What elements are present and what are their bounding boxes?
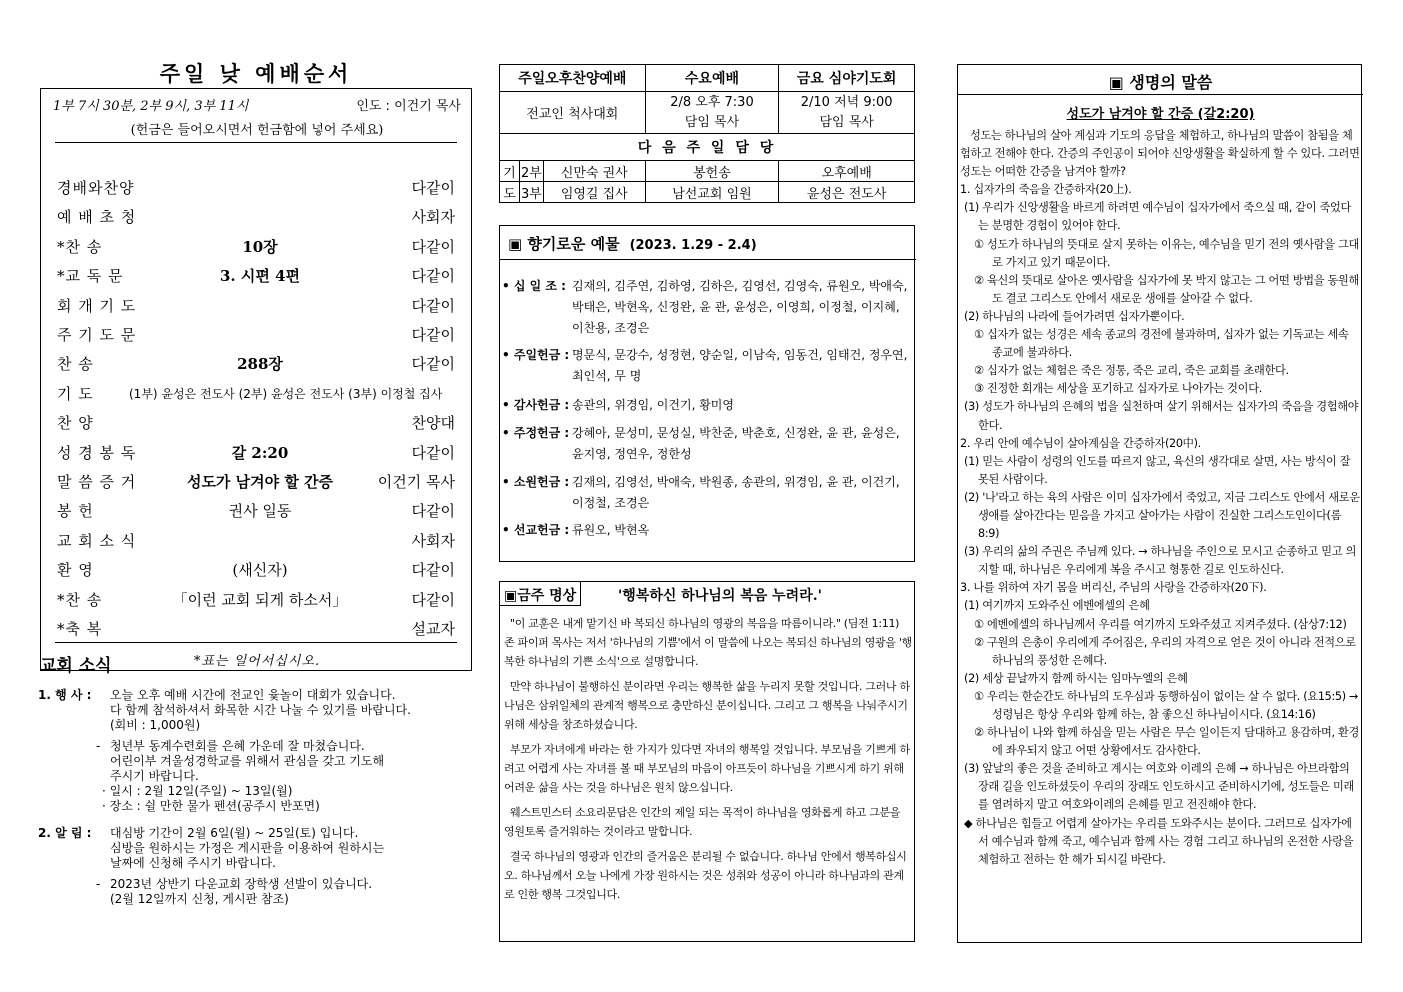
service-leader: 인도 : 이건기 목사 — [356, 99, 461, 114]
schedule-friday-value: 2/10 저녁 9:00 담임 목사 — [779, 92, 915, 134]
order-row — [55, 555, 457, 583]
news-line: 날짜에 신청해 주시기 바랍니다. — [110, 856, 276, 870]
schedule-header-wednesday: 수요예배 — [645, 65, 779, 92]
sermon-line: (3) 앞날의 좋은 것을 준비하고 계시는 여호와 이레의 은혜 → 하나님은 아브라함의 장래 길을 인도하셨듯이 우리의 장래도 인도하시고 준비하시기에, 성도들은 미래를 염려하지 말고 여호와이레의 은혜를 믿고 전진해야 한다. — [964, 762, 1355, 812]
sermon-line: ① 우리는 한순간도 하나님의 도우심과 동행하심이 없이는 살 수 없다. (요15:5) → 성령님은 항상 우리와 함께 하는, 참 좋으신 하나님이시다. (요14:16) — [974, 689, 1359, 721]
sermon-line: ① 십자가 없는 성경은 세속 종교의 경전에 불과하며, 십자가 없는 기독교는 세속 종교에 불과하다. — [974, 328, 1349, 360]
order-responsible: 다같이 — [411, 355, 455, 374]
news-sub-item: - 2023년 상반기 다운교회 장학생 선발이 있습니다. (2월 12일까지 신청, 게시판 참조) — [96, 877, 478, 907]
news-bullet: · 장소 : 쉴 만한 물가 펜션(공주시 반포면) — [102, 799, 320, 813]
offering-note: (헌금은 들어오시면서 헌금함에 넣어 주세요) — [130, 123, 384, 138]
schedule-wednesday-value: 2/8 오후 7:30 담임 목사 — [645, 92, 779, 134]
offering-thanks: • 감사헌금 : 송관의, 위경임, 이건기, 황미영 — [502, 398, 734, 412]
sermon-line: (3) 성도가 하나님의 은혜의 법을 실천하며 살기 위해서는 십자가의 죽음을 경험해야 한다. — [964, 400, 1359, 432]
order-row — [55, 467, 457, 495]
order-responsible: 다같이 — [411, 326, 455, 344]
meditation-header — [500, 582, 916, 606]
offering-wish: • 소원헌금 : 김재의, 김영선, 박애숙, 박원종, 송관의, 위경임, 윤 관, 이건기, 이정철, 조경은 — [502, 475, 900, 510]
sermon-line: 3. 나를 위하여 자기 몸을 버리신, 주님의 사랑을 간증하자(20下). — [960, 581, 1267, 595]
sermon-line: (1) 여기까지 도와주신 에벤에셀의 은혜 — [964, 599, 1150, 613]
sermon-line: ① 성도가 하나님의 뜻대로 살지 못하는 이유는, 예수님을 믿기 전의 옛사람을 그대로 가지고 있기 때문이다. — [974, 237, 1360, 269]
order-label: *찬 송 — [57, 237, 103, 256]
sermon-title: 성도가 남겨야 할 간증 (갈2:20) — [1066, 107, 1255, 122]
sermon-line: ② 구원의 은총이 우리에게 주어짐은, 우리의 자격으로 얻은 것이 아니라 전적으로 하나님의 풍성한 은혜다. — [974, 635, 1356, 667]
order-responsible: 다같이 — [411, 502, 455, 521]
meditation-paragraph: 만약 하나님이 불행하신 분이라면 우리는 행복한 삶을 누리지 못할 것입니다. 그러나 하나님은 삼위일체의 관계적 행복으로 충만하신 분이십니다. 그리고 그 행복을 나눠주시기 위해 세상을 창조하셨습니다. — [504, 680, 910, 731]
order-row — [55, 173, 457, 201]
sermon-line: (1) 믿는 사람이 성령의 인도를 따르지 않고, 육신의 생각대로 살면, 사는 방식이 잘못된 사람이다. — [964, 454, 1351, 486]
order-row — [55, 291, 457, 319]
order-row — [55, 261, 457, 289]
sermon-body — [960, 127, 1360, 869]
meditation-paragraph: 웨스트민스터 소요리문답은 인간의 제일 되는 목적이 하나님을 영화롭게 하고 그분을 영원토록 즐거워하는 것이라고 말합니다. — [504, 806, 901, 838]
order-label: *교 독 문 — [57, 267, 124, 286]
order-responsible: 다같이 — [411, 296, 455, 315]
order-row — [55, 438, 457, 466]
sermon-box — [957, 64, 1362, 943]
church-news-title: 교회 소식 — [40, 656, 112, 676]
prayer-label: 기 — [500, 161, 520, 182]
order-label: 성 경 봉 독 — [57, 443, 137, 462]
order-responsible: 찬양대 — [411, 414, 455, 433]
church-news — [38, 688, 478, 907]
sermon-line: (3) 우리의 삶의 주권은 주님께 있다. → 하나님을 주인으로 모시고 순종하고 믿고 의지할 때, 하나님은 우리에게 복을 주시고 형통한 길로 인도하신다. — [964, 545, 1357, 577]
order-label: 회 개 기 도 — [57, 296, 137, 315]
order-row — [55, 320, 457, 348]
order-label: *찬 송 — [57, 590, 103, 609]
order-detail: (1부) 윤성은 전도사 (2부) 윤성은 전도사 (3부) 이정철 집사 — [129, 386, 443, 401]
meditation-label: ▣금주 명상 — [500, 582, 581, 606]
sermon-line: (2) 하나님의 나라에 들어가려면 십자가뿐이다. — [964, 309, 1185, 323]
order-detail: (새신자) — [232, 561, 288, 580]
sermon-line: 1. 십자가의 죽음을 간증하자(20上). — [960, 183, 1132, 197]
news-line: 2023년 상반기 다운교회 장학생 선발이 있습니다. — [110, 877, 373, 891]
news-bullet: · 일시 : 2월 12일(주일) ~ 13일(월) — [102, 784, 293, 798]
news-line: 심방을 원하시는 가정은 게시판을 이용하여 원하시는 — [110, 841, 385, 855]
schedule-header-sunday: 주일오후찬양예배 — [500, 65, 646, 92]
order-responsible: 설교자 — [411, 620, 455, 638]
service-times-row — [53, 95, 461, 114]
sermon-line: ② 육신의 뜻대로 살아온 옛사람을 십자가에 못 박지 않고는 그 어떤 방법을 동원해도 결코 그리스도 안에서 새로운 생애를 살아갈 수 없다. — [974, 273, 1360, 305]
order-row — [55, 585, 457, 613]
order-responsible: 이건기 목사 — [377, 473, 455, 491]
order-responsible: 다같이 — [411, 443, 455, 462]
order-row — [55, 614, 457, 642]
order-responsible: 사회자 — [411, 208, 455, 227]
news-item-events — [38, 688, 478, 733]
order-label: 주 기 도 문 — [57, 326, 137, 344]
news-line: 어린이부 겨울성경학교를 위해서 관심을 갖고 기도해 — [110, 754, 385, 768]
news-line: 대심방 기간이 2월 6일(월) ~ 25일(토) 입니다. — [110, 826, 359, 840]
order-detail: 「이런 교회 되게 하소서」 — [172, 590, 348, 609]
offering-song-value: 남선교회 임원 — [645, 182, 779, 203]
news-line: 주시기 바랍니다. — [110, 769, 199, 783]
prayer-part: 2부 — [519, 161, 543, 182]
news-line: 다 함께 참석하셔서 화목한 시간 나눌 수 있기를 바랍니다. — [110, 703, 411, 717]
sermon-line: ② 십자가 없는 체험은 죽은 정통, 죽은 교리, 죽은 교회를 초래한다. — [974, 364, 1289, 378]
news-line: (회비 : 1,000원) — [110, 718, 201, 732]
order-detail: 3. 시편 4편 — [219, 267, 300, 286]
schedule-table — [499, 64, 915, 203]
meditation-paragraph: 결국 하나님의 영광과 인간의 즐거움은 분리될 수 없습니다. 하나님 안에서 행복하십시오. 하나님께서 오늘 나에게 가장 원하시는 것은 성취와 성공이 아니라 하나님과의 관계로 인한 행복 그것입니다. — [504, 850, 907, 901]
order-responsible: 다같이 — [411, 179, 455, 197]
order-detail: 갈 2:20 — [231, 443, 289, 462]
sermon-line: ② 하나님이 나와 함께 하심을 믿는 사람은 무슨 일이든지 담대하고 용감하며, 환경에 좌우되지 않고 어떤 상황에서도 감사한다. — [974, 726, 1360, 758]
standing-note: *표는 일어서십시오. — [193, 654, 321, 669]
offering-tithe: • 십 일 조 : 김재의, 김주연, 김하영, 김하은, 김영선, 김영숙, 류원오, 박애숙, 박태은, 박현옥, 신정완, 윤 관, 윤성은, 이영희, 이정철, 이지혜, 이찬용, 조경은 — [502, 279, 908, 335]
news-item-label: 1. 행 사 : — [38, 688, 92, 702]
schedule-header-friday: 금요 심야기도회 — [779, 65, 915, 92]
service-times: 1부 7시 30분, 2부 9시, 3부 11시 — [53, 99, 249, 114]
sermon-line: ③ 진정한 회개는 세상을 포기하고 십자가로 나아가는 것이다. — [974, 382, 1262, 396]
schedule-sunday-value: 전교인 척사대회 — [500, 92, 646, 134]
order-label: 말 씀 증 거 — [57, 473, 137, 491]
prayer-name: 신만숙 권사 — [543, 161, 645, 182]
order-label: 경배와찬양 — [57, 179, 135, 197]
order-detail: 288장 — [237, 355, 283, 374]
evening-service-label: 오후예배 — [779, 161, 915, 182]
order-row — [55, 232, 457, 260]
offerings-box — [499, 225, 915, 562]
offering-mission: • 선교헌금 : 류원오, 박현옥 — [502, 523, 650, 537]
news-line: (2월 12일까지 신청, 게시판 참조) — [110, 892, 289, 906]
order-label: *축 복 — [57, 620, 103, 638]
order-row — [55, 349, 457, 377]
order-row — [55, 202, 457, 230]
order-detail: 권사 일동 — [228, 502, 292, 521]
divider — [55, 642, 457, 643]
order-detail: 10장 — [242, 237, 278, 256]
offerings-title: ▣ 향기로운 예물 (2023. 1.29 - 2.4) — [500, 226, 916, 260]
news-item-notice — [38, 826, 478, 871]
order-label: 환 영 — [57, 561, 94, 580]
news-sub-item: - 청년부 동계수련회를 은혜 가운데 잘 마쳤습니다. 어린이부 겨울성경학교를 위해서 관심을 갖고 기도해 주시기 바랍니다. — [96, 739, 478, 784]
meditation-title: '행복하신 하나님의 복음 누려라.' — [618, 588, 822, 604]
order-label: 찬 송 — [57, 355, 94, 374]
sermon-line: (1) 우리가 신앙생활을 바르게 하려면 예수님이 십자가에서 죽으실 때, 같이 죽었다는 분명한 경험이 있어야 한다. — [964, 201, 1351, 233]
order-label: 예 배 초 청 — [57, 208, 137, 227]
sermon-line: 2. 우리 안에 예수님이 살아계심을 간증하자(20中). — [960, 436, 1201, 450]
offering-sunday: • 주일헌금 : 명문식, 문강수, 성정현, 양순일, 이남숙, 임동건, 임태건, 정우연, 최인석, 무 명 — [502, 348, 908, 383]
offerings-date: (2023. 1.29 - 2.4) — [629, 238, 757, 253]
news-line: 청년부 동계수련회를 은혜 가운데 잘 마쳤습니다. — [110, 739, 365, 753]
next-week-title: 다 음 주 일 담 당 — [500, 134, 915, 161]
order-responsible: 다같이 — [411, 267, 455, 286]
order-label: 봉 헌 — [57, 502, 94, 521]
order-row — [55, 526, 457, 554]
order-detail: 성도가 남겨야 할 간증 — [186, 473, 334, 491]
divider — [55, 142, 457, 143]
worship-order-box — [40, 88, 472, 671]
evening-service-value: 윤성은 전도사 — [779, 182, 915, 203]
order-responsible: 다같이 — [411, 590, 455, 609]
meditation-box — [499, 581, 915, 942]
news-line: 오늘 오후 예배 시간에 전교인 윷놀이 대회가 있습니다. — [110, 688, 396, 702]
sermon-line: (2) 세상 끝날까지 함께 하시는 임마누엘의 은혜 — [964, 671, 1188, 685]
sermon-line: 성도는 하나님의 살아 계심과 기도의 응답을 체험하고, 하나님의 말씀이 참됨을 체험하고 전해야 한다. 간증의 주인공이 되어야 신앙생활을 확실하게 할 수 있다. 그러면 성도는 어떠한 간증을 남겨야 할까? — [960, 129, 1360, 179]
meditation-paragraph: 부모가 자녀에게 바라는 한 가지가 있다면 자녀의 행복일 것입니다. 부모님을 기쁘게 하려고 어렵게 사는 자녀를 볼 때 부모님의 마음이 아프듯이 하나님을 기쁘시게 하기 위해 어려운 삶을 사는 것을 하나님은 원치 않으십니다. — [504, 743, 910, 794]
order-row — [55, 408, 457, 436]
worship-order-title: 주일 낮 예배순서 — [159, 61, 353, 86]
order-label: 기 도 — [57, 384, 94, 403]
sermon-line: (2) '나'라고 하는 육의 사람은 이미 십자가에서 죽었고, 지금 그리스도 안에서 새로운 생애를 살아간다는 믿음을 가지고 살아가는 사람이 진실한 그리스도인이다(롬8:9) — [964, 490, 1360, 541]
prayer-name: 임영길 집사 — [543, 182, 645, 203]
order-label: 찬 양 — [57, 414, 94, 433]
sermon-line: ◆ 하나님은 힘들고 어렵게 살아가는 우리를 도와주시는 분이다. 그러므로 십자가에서 예수님과 함께 죽고, 예수님과 함께 사는 경험 그리고 하나님의 온전한 사랑을 체험하고 전하는 한 해가 되시길 바란다. — [964, 816, 1354, 866]
offering-song-label: 봉헌송 — [645, 161, 779, 182]
order-responsible: 다같이 — [411, 237, 455, 256]
worship-order-section — [40, 58, 472, 671]
order-label: 교 회 소 식 — [57, 531, 137, 550]
news-item-label: 2. 알 림 : — [38, 826, 92, 840]
meditation-body — [504, 614, 912, 910]
order-responsible: 다같이 — [411, 561, 455, 580]
sermon-line: ① 에벤에셀의 하나님께서 우리를 여기까지 도와주셨고 지켜주셨다. (삼상7:12) — [974, 617, 1347, 631]
prayer-part: 3부 — [519, 182, 543, 203]
sermon-header: ▣ 생명의 말씀 — [958, 65, 1363, 95]
order-responsible: 사회자 — [411, 531, 455, 550]
order-row — [55, 496, 457, 524]
order-row — [55, 379, 457, 407]
offering-weekly: • 주정헌금 : 강혜아, 문성미, 문성실, 박찬준, 박춘호, 신정완, 윤 관, 윤성은, 윤지영, 정연우, 정한성 — [502, 426, 900, 461]
meditation-paragraph: "이 교훈은 내게 맡기신 바 복되신 하나님의 영광의 복음을 따름이니라." (딤전 1:11) 존 파이퍼 목사는 저서 '하나님의 기쁨'에서 이 말씀에 나오는 복되신 하나님의 영광을 '행복한 하나님의 기쁜 소식'으로 설명합니다. — [504, 617, 912, 668]
prayer-label: 도 — [500, 182, 520, 203]
